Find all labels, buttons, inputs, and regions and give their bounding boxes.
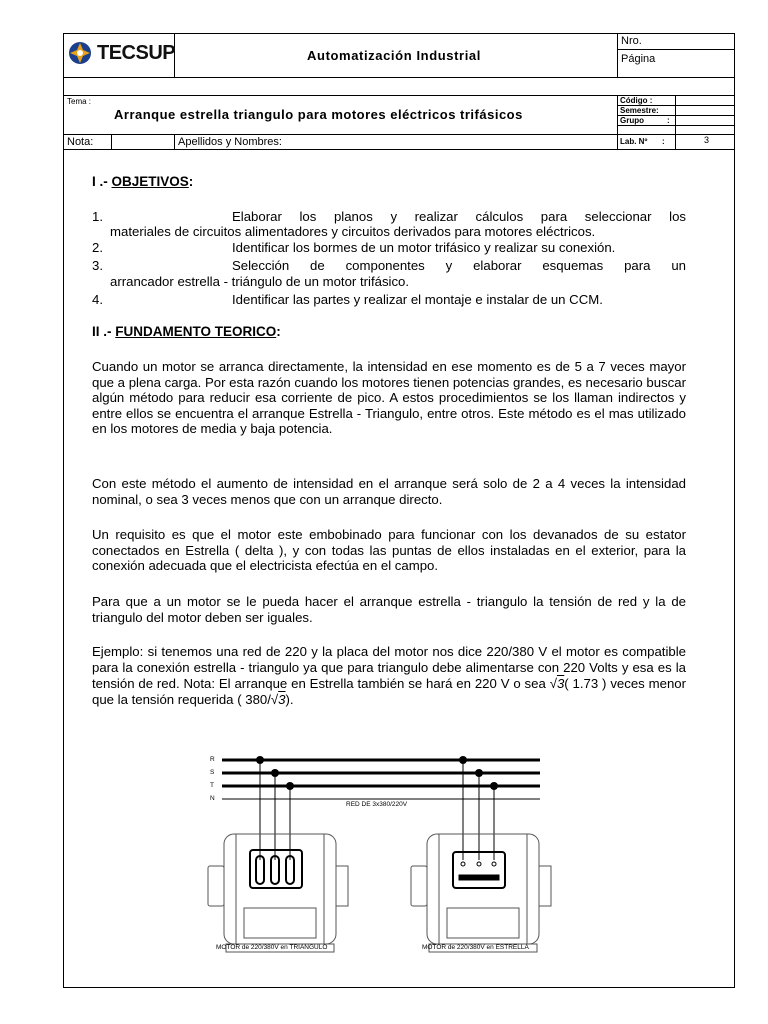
paragraph-4: Para que a un motor se le pueda hacer el arranque estrella - triangulo la tensión de red y la de triangulo del motor deben ser iguales. [92, 594, 686, 625]
label-n: N [210, 795, 215, 802]
lab-colon: : [662, 137, 665, 146]
lab-number: 3 [704, 135, 710, 145]
semestre-label: Semestre: [620, 106, 659, 115]
grupo-label: Grupo [620, 116, 644, 125]
tecsup-logo-icon [67, 40, 93, 66]
motor-right-caption: MOTOR de 220/380V en ESTRELLA [422, 944, 529, 951]
bottom-rule [63, 987, 735, 988]
objectives-heading: I .- OBJETIVOS: [92, 174, 194, 189]
network-label: RED DE 3x380/220V [346, 801, 408, 808]
fundamento-heading: II .- FUNDAMENTO TEORICO: [92, 324, 281, 339]
paragraph-3: Un requisito es que el motor este embobinado para funcionar con los devanados de su estator conectados en Estrella ( delta ), y con todas las puntas de ellos instaladas en el exterior, para la conexión adecuada que el electricista efectúa en el campo. [92, 527, 686, 573]
wiring-diagram [196, 748, 556, 963]
label-t: T [210, 782, 214, 789]
label-s: S [210, 769, 215, 776]
motor-estrella [411, 834, 551, 952]
lab-label: Lab. Nº [620, 137, 648, 146]
objective-1-cont: materiales de circuitos alimentadores y circuitos derivados para motores eléctricos. [110, 224, 596, 239]
tecsup-logo [67, 40, 175, 66]
sqrt-symbol-2: √3 [270, 692, 286, 707]
motor-triangulo [208, 834, 348, 952]
paragraph-5: Ejemplo: si tenemos una red de 220 y la placa del motor nos dice 220/380 V el motor es compatible para la conexión estrella - triangulo ya que para triangulo debe alimentarse con 220 Volts y esa es la tensión de red. Nota: El arranque en Estrella también se hará en 220 V o sea √3( 1.73 ) veces menor que la tensión requerida ( 380/√3). [92, 644, 687, 707]
motor-left-caption: MOTOR de 220/380V en TRIANGULO [216, 944, 328, 951]
tema-label: Tema : [67, 97, 92, 106]
wiring-diagram-svg [196, 748, 556, 963]
paragraph-2: Con este método el aumento de intensidad en el arranque será solo de 2 a 4 veces la intensidad nominal, o sea 3 veces menos que con un arranque directo. [92, 476, 686, 507]
course-title: Automatización Industrial [307, 48, 481, 63]
logo-text: TECSUP [97, 41, 176, 64]
nota-label: Nota: [67, 136, 94, 148]
apellidos-label: Apellidos y Nombres: [178, 136, 282, 148]
sqrt-symbol: √3 [549, 676, 565, 691]
codigo-label: Código : [620, 96, 653, 105]
pagina-label: Página [621, 53, 656, 65]
label-r: R [210, 756, 215, 763]
paragraph-1: Cuando un motor se arranca directamente, la intensidad en ese momento es de 5 a 7 veces mayor que a plena carga. Por esta razón cuando los motores tienen potencias grandes, es necesario buscar algún método para reducir esa corriente de pico. A estos procedimientos se los llaman indirectos y entre ellos se encuentra el arranque Estrella - Triangulo, entre otros. Este método es el mas utilizado en los motores de media y baja potencia. [92, 359, 686, 436]
tema-title: Arranque estrella triangulo para motores eléctricos trifásicos [114, 107, 523, 122]
grupo-colon: : [667, 116, 670, 125]
nro-label: Nro. [621, 35, 642, 47]
objective-3-cont: arrancador estrella - triángulo de un motor trifásico. [110, 274, 410, 289]
